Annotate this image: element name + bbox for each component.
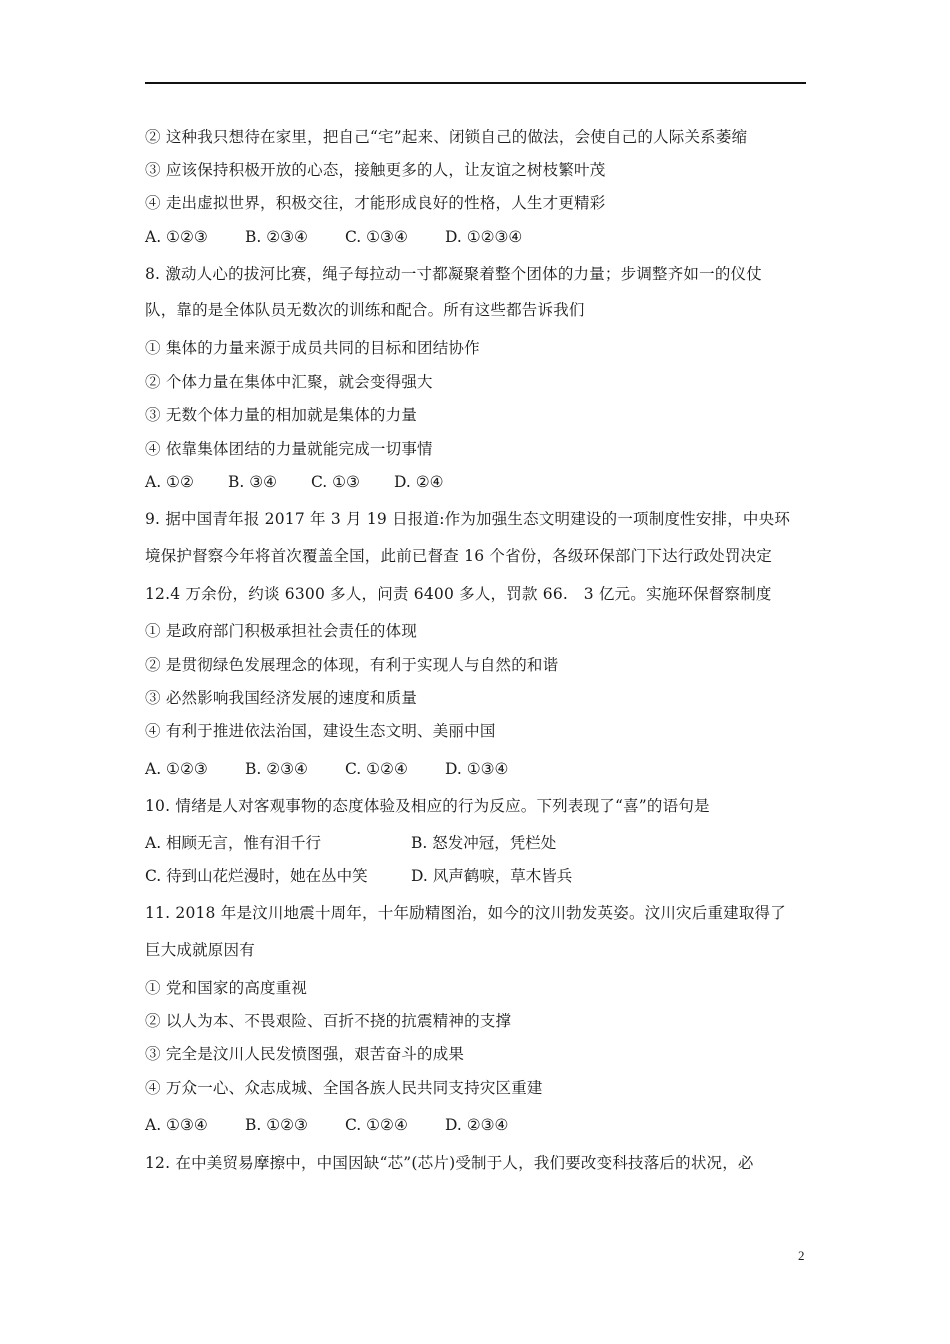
q7-options	[145, 227, 522, 247]
option: A. ①②③	[145, 760, 208, 778]
text-line: 境保护督察今年将首次覆盖全国，此前已督查 16 个省份，各级环保部门下达行政处罚决定	[145, 547, 772, 565]
text-line: ④ 万众一心、众志成城、全国各族人民共同支持灾区重建	[145, 1079, 543, 1097]
header-rule	[145, 82, 806, 84]
q11-options	[145, 1115, 508, 1135]
text-line: ④ 走出虚拟世界，积极交往，才能形成良好的性格，人生才更精彩	[145, 194, 606, 212]
text-line: 队，靠的是全体队员无数次的训练和配合。所有这些都告诉我们	[145, 301, 585, 319]
q9-options	[145, 759, 508, 779]
option: C. ①②④	[345, 760, 408, 778]
text-line: ② 以人为本、不畏艰险、百折不挠的抗震精神的支撑	[145, 1012, 512, 1030]
option: D. 风声鹤唳，草木皆兵	[411, 867, 573, 885]
option: C. 待到山花烂漫时，她在丛中笑	[145, 867, 368, 885]
question-8-stem: 8. 激动人心的拔河比赛，绳子每拉动一寸都凝聚着整个团体的力量；步调整齐如一的仪仗	[145, 265, 762, 283]
option: C. ①③④	[345, 228, 408, 246]
text-line: 巨大成就原因有	[145, 941, 255, 959]
text-line: ② 是贯彻绿色发展理念的体现，有利于实现人与自然的和谐	[145, 656, 559, 674]
question-9-stem: 9. 据中国青年报 2017 年 3 月 19 日报道:作为加强生态文明建设的一项制度性安排，中央环	[145, 510, 791, 528]
text-line: ② 个体力量在集体中汇聚，就会变得强大	[145, 373, 433, 391]
option: A. ①②	[145, 473, 194, 491]
q8-options	[145, 472, 444, 492]
option: D. ②④	[394, 473, 444, 491]
option: B. ③④	[228, 473, 278, 491]
option: D. ①②③④	[445, 228, 523, 246]
question-12-stem: 12. 在中美贸易摩擦中，中国因缺“芯”(芯片)受制于人，我们要改变科技落后的状况，必	[145, 1154, 754, 1172]
option: B. ②③④	[245, 760, 308, 778]
text-line: ④ 依靠集体团结的力量就能完成一切事情	[145, 440, 433, 458]
option: A. 相顾无言，惟有泪千行	[145, 834, 322, 852]
text-line: ① 集体的力量来源于成员共同的目标和团结协作	[145, 339, 480, 357]
option: A. ①③④	[145, 1116, 208, 1134]
q10-options-row-2	[145, 866, 572, 886]
q10-options-row-1	[145, 833, 556, 853]
option: B. ①②③	[245, 1116, 308, 1134]
option: B. ②③④	[245, 228, 308, 246]
option: B. 怒发冲冠，凭栏处	[411, 834, 557, 852]
text-line: ③ 无数个体力量的相加就是集体的力量	[145, 406, 418, 424]
text-line: ③ 必然影响我国经济发展的速度和质量	[145, 689, 418, 707]
text-line: ③ 应该保持积极开放的心态，接触更多的人，让友谊之树枝繁叶茂	[145, 161, 606, 179]
option: C. ①②④	[345, 1116, 408, 1134]
text-line: ③ 完全是汶川人民发愤图强，艰苦奋斗的成果	[145, 1045, 465, 1063]
page-number: 2	[798, 1248, 805, 1263]
text-line: ① 党和国家的高度重视	[145, 979, 308, 997]
option: C. ①③	[311, 473, 360, 491]
text-line: ② 这种我只想待在家里，把自己“宅”起来、闭锁自己的做法，会使自己的人际关系萎缩	[145, 128, 748, 146]
option: A. ①②③	[145, 228, 208, 246]
text-line: ① 是政府部门积极承担社会责任的体现	[145, 622, 418, 640]
option: D. ②③④	[445, 1116, 509, 1134]
option: D. ①③④	[445, 760, 509, 778]
text-line: ④ 有利于推进依法治国，建设生态文明、美丽中国	[145, 722, 496, 740]
text-line: 12.4 万余份，约谈 6300 多人，问责 6400 多人，罚款 66. 3 亿元。实施环保督察制度	[145, 585, 772, 603]
question-11-stem: 11. 2018 年是汶川地震十周年，十年励精图治，如今的汶川勃发英姿。汶川灾后重建取得了	[145, 904, 786, 922]
question-10-stem: 10. 情绪是人对客观事物的态度体验及相应的行为反应。下列表现了“喜”的语句是	[145, 797, 710, 815]
